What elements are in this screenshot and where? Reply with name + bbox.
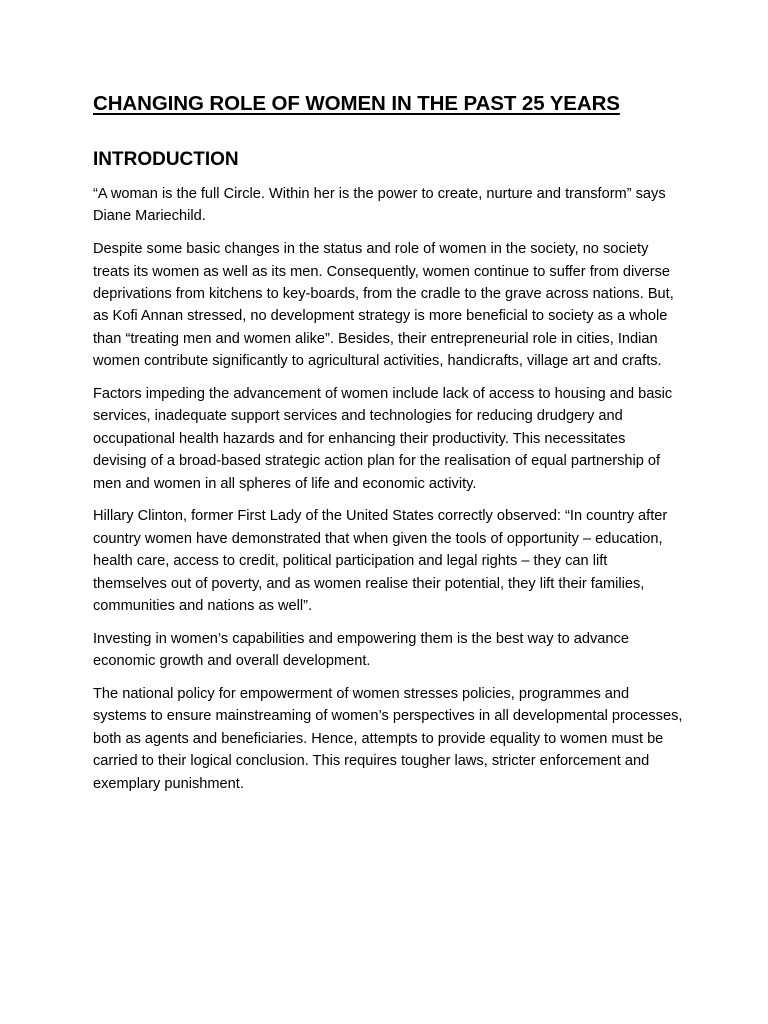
section-heading-introduction: INTRODUCTION xyxy=(93,149,239,170)
paragraph-quote-mariechild: “A woman is the full Circle. Within her is the power to create, nurture and transform” says Diane Mariechild. xyxy=(93,186,666,225)
paragraph-clinton-quote: Hillary Clinton, former First Lady of the United States correctly observed: “In country after country women have demonstrated that when given the tools of opportunity – education, health care, access to credit, political participation and legal rights – they can lift themselves out of poverty, and as women realise their potential, they lift their families, communities and nations as well”. xyxy=(93,508,668,615)
paragraph-investing: Investing in women’s capabilities and empowering them is the best way to advance economic growth and overall development. xyxy=(93,630,629,670)
paragraph-status-of-women: Despite some basic changes in the status and role of women in the society, no society treats its women as well as its men. Consequently, women continue to suffer from diverse deprivations from kitchens to key-boards, from the cradle to the grave across nations. But, as Kofi Annan stressed, no development strategy is more beneficial to society as a whole than “treating men and women alike”. Besides, their entrepreneurial role in cities, Indian women contribute significantly to agricultural activities, handicrafts, village art and crafts. xyxy=(93,241,674,370)
paragraph-national-policy: The national policy for empowerment of women stresses policies, programmes and systems to ensure mainstreaming of women’s perspectives in all developmental processes, both as agents and beneficiaries. Hence, attempts to provide equality to women must be carried to their logical conclusion. This requires tougher laws, stricter enforcement and exemplary punishment. xyxy=(93,686,683,792)
paragraph-impeding-factors: Factors impeding the advancement of women include lack of access to housing and basic services, inadequate support services and technologies for reducing drudgery and occupational health hazards and for enhancing their productivity. This necessitates devising of a broad-based strategic action plan for the realisation of equal partnership of men and women in all spheres of life and economic activity. xyxy=(93,386,673,492)
document-title: CHANGING ROLE OF WOMEN IN THE PAST 25 YEARS xyxy=(93,92,620,115)
document-page xyxy=(93,89,683,806)
